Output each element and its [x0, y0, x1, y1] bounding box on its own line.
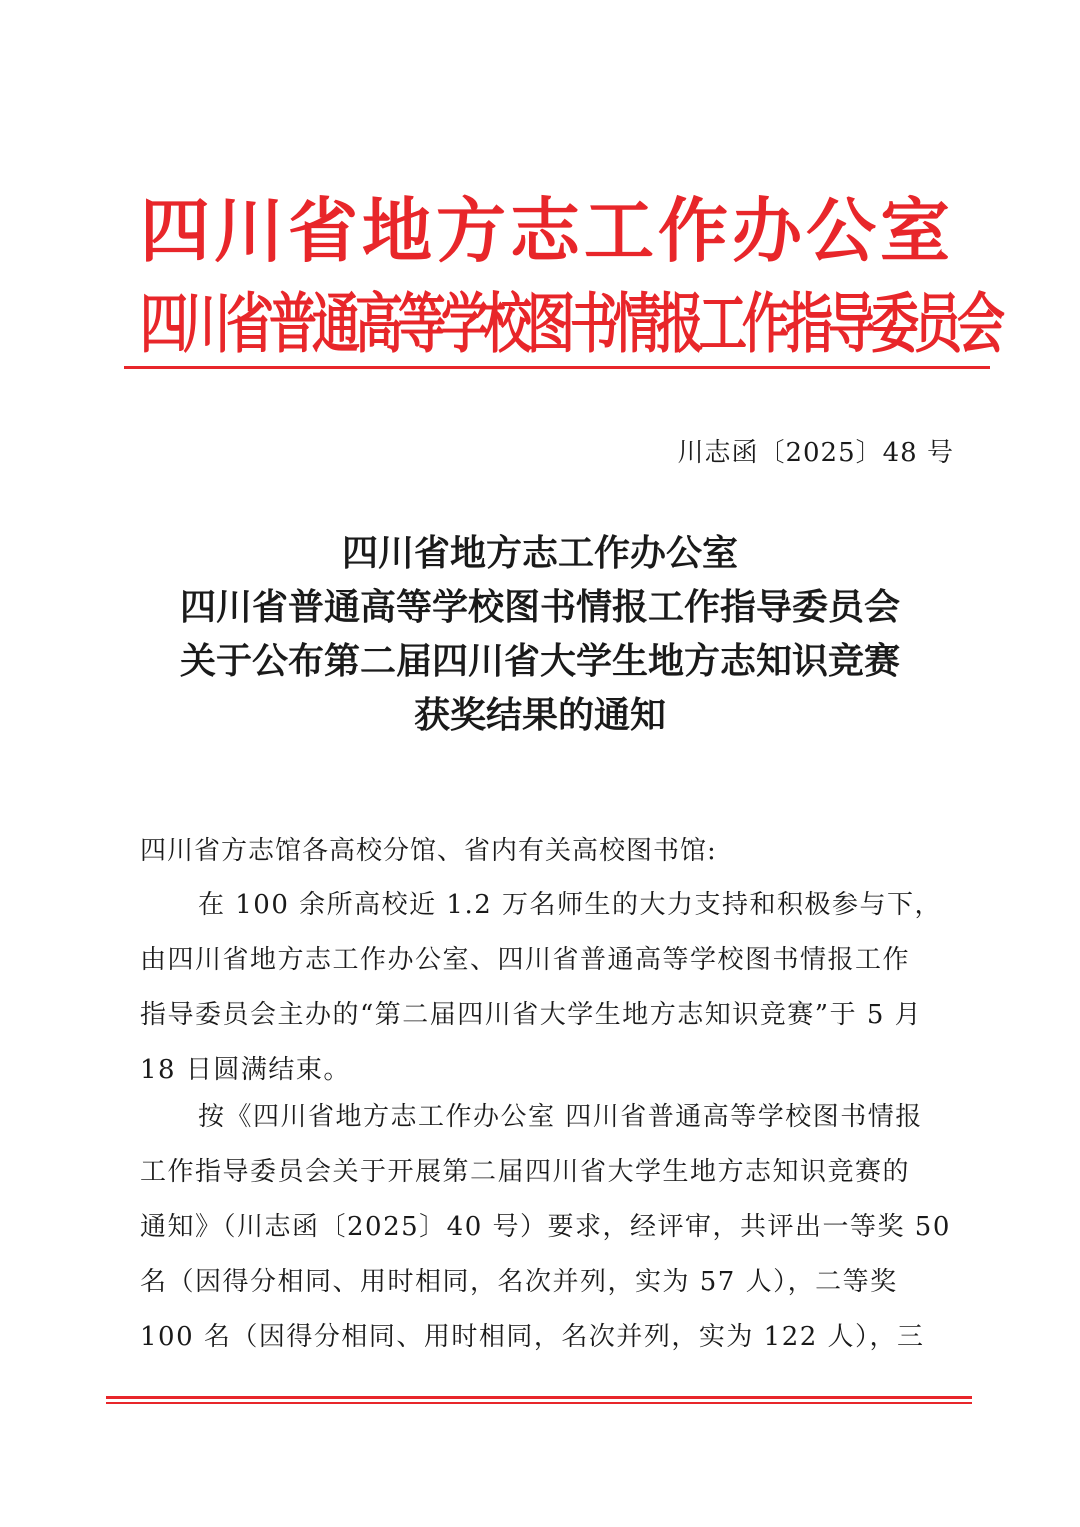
title-line: 四川省普通高等学校图书情报工作指导委员会 — [179, 586, 900, 628]
footer-divider-thin — [106, 1402, 972, 1404]
paragraph-line: 通知》（川志函〔2025〕40 号）要求，经评审，共评出一等奖 50 — [140, 1212, 951, 1242]
paragraph-line: 按《四川省地方志工作办公室 四川省普通高等学校图书情报 — [198, 1102, 923, 1132]
body-paragraph-2 — [140, 1090, 960, 1365]
salutation: 四川省方志馆各高校分馆、省内有关高校图书馆: — [140, 836, 717, 866]
paragraph-line: 名（因得分相同、用时相同，名次并列，实为 57 人），二等奖 — [140, 1267, 898, 1297]
red-header-org-1: 四川省地方志工作办公室 — [140, 190, 954, 272]
paragraph-line: 指导委员会主办的“第二届四川省大学生地方志知识竞赛”于 5 月 — [140, 1000, 923, 1030]
paragraph-line: 由四川省地方志工作办公室、四川省普通高等学校图书情报工作 — [140, 945, 911, 975]
title-line: 关于公布第二届四川省大学生地方志知识竞赛 — [179, 640, 900, 682]
paragraph-line: 18 日圆满结束。 — [140, 1055, 351, 1085]
footer-divider-thick — [106, 1396, 972, 1399]
document-number: 川志函〔2025〕48 号 — [677, 438, 954, 468]
title-line: 四川省地方志工作办公室 — [341, 532, 738, 574]
red-header-divider — [124, 366, 990, 369]
paragraph-line: 在 100 余所高校近 1.2 万名师生的大力支持和积极参与下， — [198, 890, 943, 920]
paragraph-line: 工作指导委员会关于开展第二届四川省大学生地方志知识竞赛的 — [140, 1157, 911, 1187]
paragraph-line: 100 名（因得分相同、用时相同，名次并列，实为 122 人），三 — [140, 1322, 925, 1352]
red-header-org-2: 四川省普通高等学校图书情报工作指导委员会 — [140, 286, 1001, 363]
document-title — [100, 526, 980, 742]
body-paragraph-1 — [140, 878, 960, 1098]
title-line: 获奖结果的通知 — [413, 694, 666, 736]
